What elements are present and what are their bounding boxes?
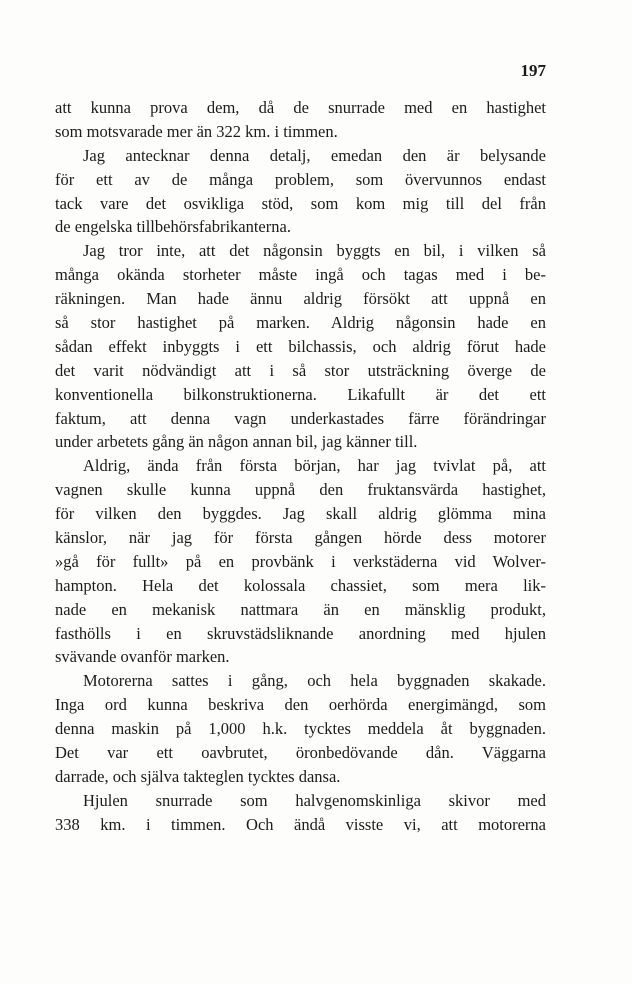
- text-line: darrade, och själva takteglen tycktes dansa.: [55, 766, 341, 786]
- text-line: att kunna prova dem, då de snurrade med en hastighet: [55, 98, 546, 117]
- text-line: fasthölls i en skruvstädsliknande anordning med hjulen: [55, 623, 546, 643]
- text-line: 338 km. i timmen. Och ändå visste vi, att motorerna: [55, 814, 546, 834]
- text-line: Aldrig, ända från första början, har jag tvivlat på, att: [83, 456, 546, 476]
- text-line: tack vare det osvikliga stöd, som kom mig till del från: [55, 193, 546, 213]
- text-line: Jag antecknar denna detalj, emedan den är belysande: [83, 145, 546, 165]
- text-line: hampton. Hela det kolossala chassiet, som mera lik-: [55, 575, 546, 595]
- page-number: 197: [520, 61, 546, 80]
- text-line: räkningen. Man hade ännu aldrig försökt att uppnå en: [55, 289, 546, 309]
- text-line: det varit nödvändigt att i så stor utsträckning överge de: [55, 360, 546, 380]
- text-line: för vilken den byggdes. Jag skall aldrig glömma mina: [55, 504, 546, 524]
- text-line: Hjulen snurrade som halvgenomskinliga skivor med: [83, 790, 546, 810]
- text-line: för ett av de många problem, som övervunnos endast: [55, 169, 546, 189]
- text-line: Inga ord kunna beskriva den oerhörda energimängd, som: [55, 695, 546, 715]
- text-line: så stor hastighet på marken. Aldrig någonsin hade en: [55, 313, 546, 333]
- text-line: svävande ovanför marken.: [55, 647, 230, 667]
- text-line: som motsvarade mer än 322 km. i timmen.: [55, 121, 338, 141]
- text-line: konventionella bilkonstruktionerna. Likafullt är det ett: [55, 384, 546, 404]
- text-line: Det var ett oavbrutet, öronbedövande dån. Väggarna: [55, 743, 546, 763]
- text-line: vagnen skulle kunna uppnå den fruktansvärda hastighet,: [55, 480, 546, 500]
- text-line: sådan effekt inbyggts i ett bilchassis, och aldrig förut hade: [55, 336, 546, 356]
- text-line: många okända storheter måste ingå och tagas med i be-: [55, 265, 546, 285]
- text-line: de engelska tillbehörsfabrikanterna.: [55, 217, 291, 237]
- text-line: känslor, när jag för första gången hörde dess motorer: [55, 528, 546, 548]
- text-line: Motorerna sattes i gång, och hela byggnaden skakade.: [83, 671, 546, 691]
- body-text: [55, 96, 546, 837]
- text-line: under arbetets gång än någon annan bil, jag känner till.: [55, 432, 418, 452]
- text-line: nade en mekanisk nattmara än en mänsklig produkt,: [55, 599, 546, 619]
- text-line: Jag tror inte, att det någonsin byggts en bil, i vilken så: [83, 241, 546, 261]
- text-line: »gå för fullt» på en provbänk i verkstäderna vid Wolver-: [55, 551, 546, 571]
- text-line: denna maskin på 1,000 h.k. tycktes meddela åt byggnaden.: [55, 719, 546, 739]
- text-line: faktum, att denna vagn underkastades färre förändringar: [55, 408, 546, 428]
